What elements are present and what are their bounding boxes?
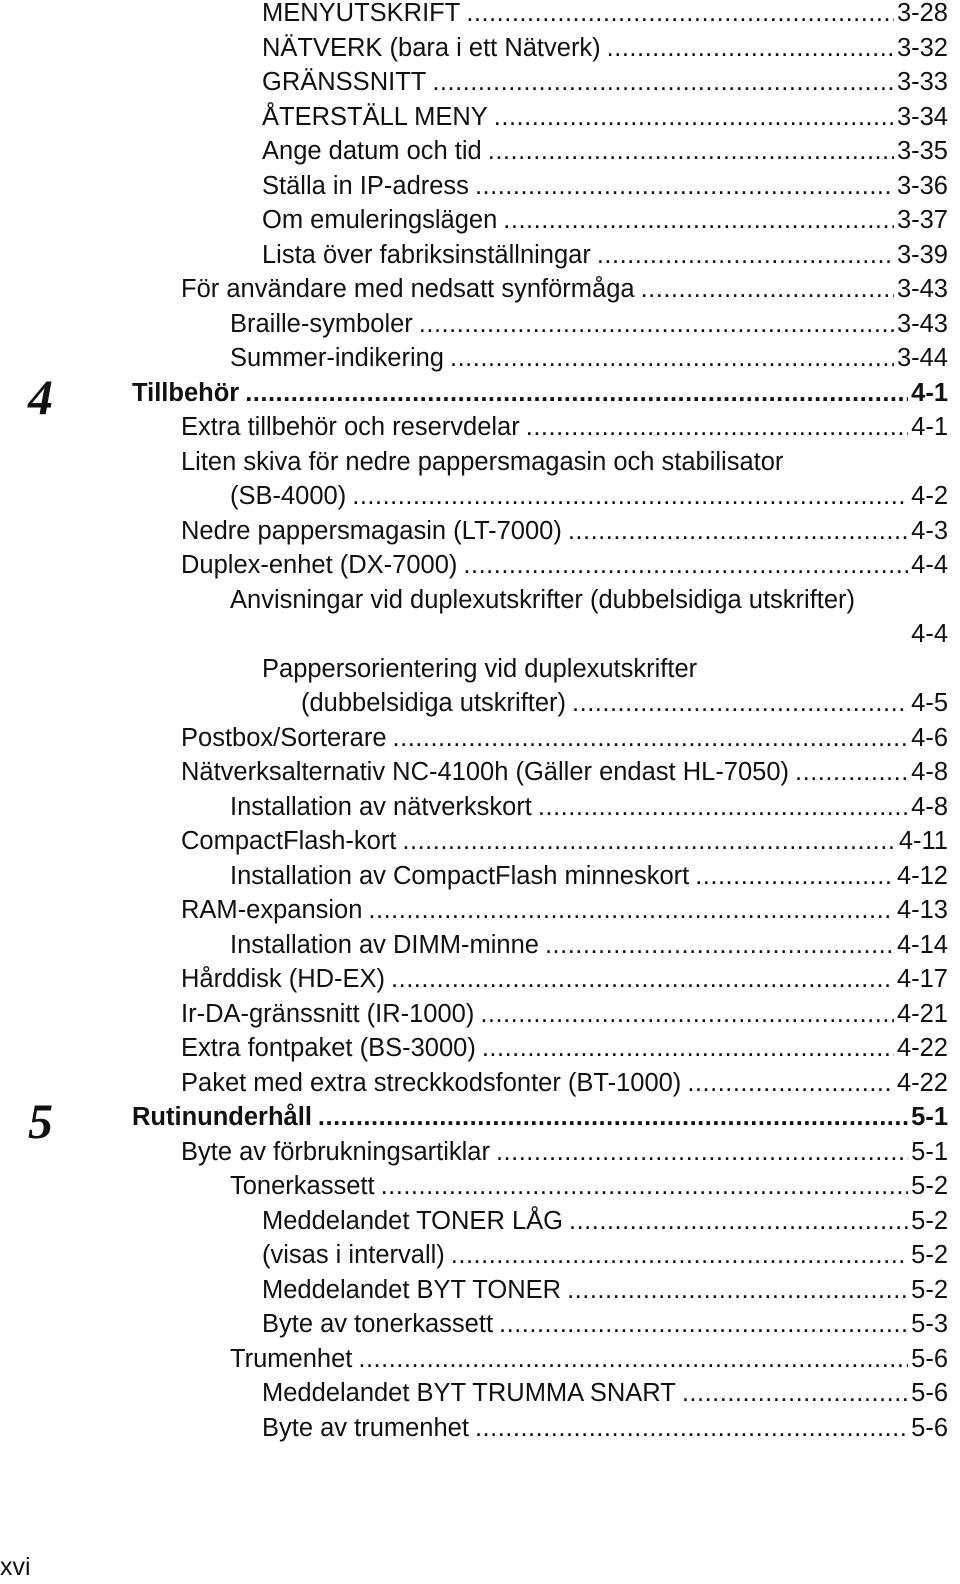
toc-leader-dots [572,686,908,720]
toc-entry[interactable] [262,65,948,99]
toc-entry-page: 3-32 [896,33,948,62]
toc-entry-title: Trumenhet [230,1344,353,1373]
toc-entry-page: 4-2 [911,482,948,510]
toc-leader-dots [641,272,894,306]
toc-entry-page: 3-43 [896,275,948,303]
toc-entry[interactable] [181,272,948,306]
toc-entry-page: 4-1 [911,413,948,441]
toc-entry[interactable] [262,203,948,237]
toc-entry-title: Nedre pappersmagasin (LT-7000) [181,516,562,545]
toc-entry-page: 3-33 [896,68,948,96]
toc-entry[interactable] [262,238,948,272]
toc-entry-page: 4-17 [896,965,948,993]
toc-leader-dots [352,479,908,513]
toc-entry[interactable] [262,169,948,203]
toc-entry-page: 5-2 [911,1275,948,1304]
toc-entry-title: Nätverksalternativ NC-4100h (Gäller endast HL-7050) [181,758,790,786]
toc-entry-title: MENYUTSKRIFT [262,0,461,27]
toc-leader-dots [318,1100,908,1134]
toc-leader-dots [499,1307,908,1341]
toc-entry-title: Meddelandet BYT TRUMMA SNART [262,1379,676,1407]
toc-leader-dots [545,928,894,962]
toc-entry[interactable] [181,962,948,996]
toc-leader-dots [687,1066,894,1100]
toc-entry[interactable] [181,1031,948,1065]
toc-entry[interactable] [230,1342,948,1376]
toc-entry-page: 3-44 [896,344,948,372]
toc-entry-title: Installation av nätverkskort [230,792,532,821]
toc-entry-title: Ange datum och tid [262,137,482,165]
toc-entry-title: Hårddisk (HD-EX) [181,965,386,993]
toc-leader-dots [538,790,908,824]
toc-leader-dots [466,0,894,30]
toc-entry-page: 4-4 [911,620,948,648]
toc-leader-dots [488,134,894,168]
toc-entry-page: 5-1 [911,1137,948,1166]
toc-entry-title: Pappersorientering vid duplexutskrifter [262,654,698,683]
toc-entry[interactable] [181,445,948,479]
toc-entry[interactable] [262,1238,948,1272]
toc-entry-page: 4-8 [911,792,948,821]
toc-entry-title: ÅTERSTÄLL MENY [262,102,488,131]
toc-leader-dots [432,65,894,99]
toc-entry-page: 4-22 [896,1068,948,1097]
toc-leader-dots [682,1376,908,1410]
toc-entry-title: Extra fontpaket (BS-3000) [181,1034,476,1062]
toc-entry[interactable] [181,548,948,582]
toc-entry-page: 3-36 [896,171,948,200]
toc-leader-dots [503,203,894,237]
toc-entry[interactable] [262,134,948,168]
toc-entry-title: Duplex-enhet (DX-7000) [181,551,458,579]
toc-entry-title: Lista över fabriksinställningar [262,240,591,269]
toc-chapter-entry[interactable] [132,376,948,410]
toc-entry-title: Meddelandet BYT TONER [262,1275,562,1304]
toc-leader-dots [494,100,894,134]
toc-entry[interactable] [181,1066,948,1100]
toc-entry-title: Summer-indikering [230,344,444,372]
toc-entry-title: (visas i intervall) [262,1241,445,1269]
toc-entry-page: 5-2 [911,1172,948,1200]
toc-entry-page: 4-22 [896,1034,948,1062]
toc-entry-page: 3-39 [896,240,948,269]
toc-entry[interactable] [262,31,948,65]
toc-leader-dots [245,376,908,410]
toc-entry-page: 4-11 [898,827,948,855]
toc-entry[interactable] [230,859,948,893]
chapter-number: 4 [28,368,53,425]
toc-entry-page: 4-5 [911,689,948,717]
toc-entry-title: Rutinunderhåll [132,1103,312,1131]
toc-entry-page: 3-34 [896,102,948,131]
toc-entry[interactable] [181,1135,948,1169]
toc-entry[interactable] [181,721,948,755]
toc-entry[interactable] [181,893,948,927]
toc-entry-page: 5-3 [911,1310,948,1338]
toc-entry[interactable] [262,1411,948,1445]
toc-leader-dots [597,238,894,272]
toc-leader-dots [482,1031,894,1065]
toc-entry[interactable] [181,824,948,858]
toc-entry[interactable] [230,341,948,375]
toc-leader-dots [368,893,894,927]
chapter-number: 5 [28,1093,53,1149]
toc-leader-dots [480,997,894,1031]
toc-leader-dots [463,548,908,582]
toc-entry-title: Tillbehör [132,378,240,407]
toc-entry-page: 4-4 [911,551,948,579]
toc-entry[interactable] [181,997,948,1031]
toc-entry-page: 3-43 [896,309,948,338]
toc-entry[interactable] [301,686,948,720]
toc-entry-title: NÄTVERK (bara i ett Nätverk) [262,33,601,62]
toc-entry[interactable] [230,307,948,341]
toc-entry[interactable] [262,1273,948,1307]
toc-entry[interactable] [262,1204,948,1238]
toc-entry-page: 4-14 [896,930,948,959]
toc-entry[interactable] [230,583,948,617]
toc-entry-page: 4-12 [896,861,948,890]
toc-chapter-entry[interactable] [132,1100,948,1134]
toc-leader-dots [475,169,894,203]
toc-entry-page: 4-13 [896,896,948,924]
toc-entry-title: För användare med nedsatt synförmåga [181,275,635,303]
toc-entry-title: Ir-DA-gränssnitt (IR-1000) [181,999,475,1028]
toc-leader-dots [607,31,894,65]
toc-entry[interactable] [230,928,948,962]
toc-entry-page: 4-1 [911,378,948,407]
toc-leader-dots [695,859,894,893]
toc-entry-page: 3-28 [896,0,948,27]
toc-entry-page: 3-35 [896,137,948,165]
toc-entry-title: Liten skiva för nedre pappersmagasin och stabilisator [181,447,784,476]
toc-leader-dots [358,1342,908,1376]
toc-entry-title: Byte av trumenhet [262,1413,469,1442]
toc-entry-title: Byte av förbrukningsartiklar [181,1137,490,1166]
toc-entry-page: 4-6 [911,723,948,752]
toc-entry-page: 5-2 [911,1241,948,1269]
toc-entry-title: RAM-expansion [181,896,363,924]
toc-leader-dots [475,1411,908,1445]
toc-entry-title: (dubbelsidiga utskrifter) [301,689,567,717]
toc-leader-dots [569,1204,908,1238]
toc-entry[interactable] [181,514,948,548]
toc-entry[interactable] [181,410,948,444]
toc-entry-page: 3-37 [896,206,948,234]
toc-entry-title: Installation av DIMM-minne [230,930,539,959]
toc-entry-page: 5-1 [911,1103,948,1131]
page-number: xvi [0,1553,31,1581]
toc-entry-title: (SB-4000) [230,482,347,510]
toc-entry[interactable] [262,1307,948,1341]
toc-entry-title: CompactFlash-kort [181,827,397,855]
toc-entry-title: Installation av CompactFlash minneskort [230,861,690,890]
toc-entry-title: Postbox/Sorterare [181,723,387,752]
toc-entry-title: Byte av tonerkassett [262,1310,494,1338]
toc-entry-title: Meddelandet TONER LÅG [262,1206,563,1235]
toc-leader-dots [795,755,908,789]
toc-entry-page: 5-6 [911,1413,948,1442]
toc-leader-dots [450,341,894,375]
toc-entry[interactable] [262,0,948,30]
toc-leader-dots [419,307,894,341]
toc-leader-dots [402,824,895,858]
toc-leader-dots [568,514,908,548]
toc-entry-title: Paket med extra streckkodsfonter (BT-1000) [181,1068,682,1097]
toc-leader-dots [391,962,894,996]
toc-entry-title: Braille-symboler [230,309,413,338]
toc-entry-title: Ställa in IP-adress [262,171,469,200]
toc-entry-page: 5-2 [911,1206,948,1235]
toc-leader-dots [393,721,909,755]
toc-entry-title: Om emuleringslägen [262,206,498,234]
toc-entry[interactable] [230,617,948,651]
toc-entry-title: Anvisningar vid duplexutskrifter (dubbelsidiga utskrifter) [230,585,856,614]
toc-entry-page: 5-6 [911,1379,948,1407]
toc-entry-page: 5-6 [911,1344,948,1373]
toc-entry[interactable] [230,1169,948,1203]
toc-entry[interactable] [262,100,948,134]
toc-leader-dots [526,410,908,444]
toc-leader-dots [496,1135,908,1169]
toc-entry[interactable] [262,652,948,686]
toc-entry-page: 4-21 [896,999,948,1028]
toc-entry-page: 4-8 [911,758,948,786]
toc-leader-dots [451,1238,908,1272]
toc-entry[interactable] [181,755,948,789]
toc-entry-title: Tonerkassett [230,1172,375,1200]
toc-entry[interactable] [262,1376,948,1410]
toc-entry-title: GRÄNSSNITT [262,68,427,96]
toc-leader-dots [567,1273,908,1307]
toc-entry-page: 4-3 [911,516,948,545]
toc-entry-title: Extra tillbehör och reservdelar [181,413,520,441]
toc-entry[interactable] [230,790,948,824]
toc-leader-dots [381,1169,909,1203]
toc-entry[interactable] [230,479,948,513]
